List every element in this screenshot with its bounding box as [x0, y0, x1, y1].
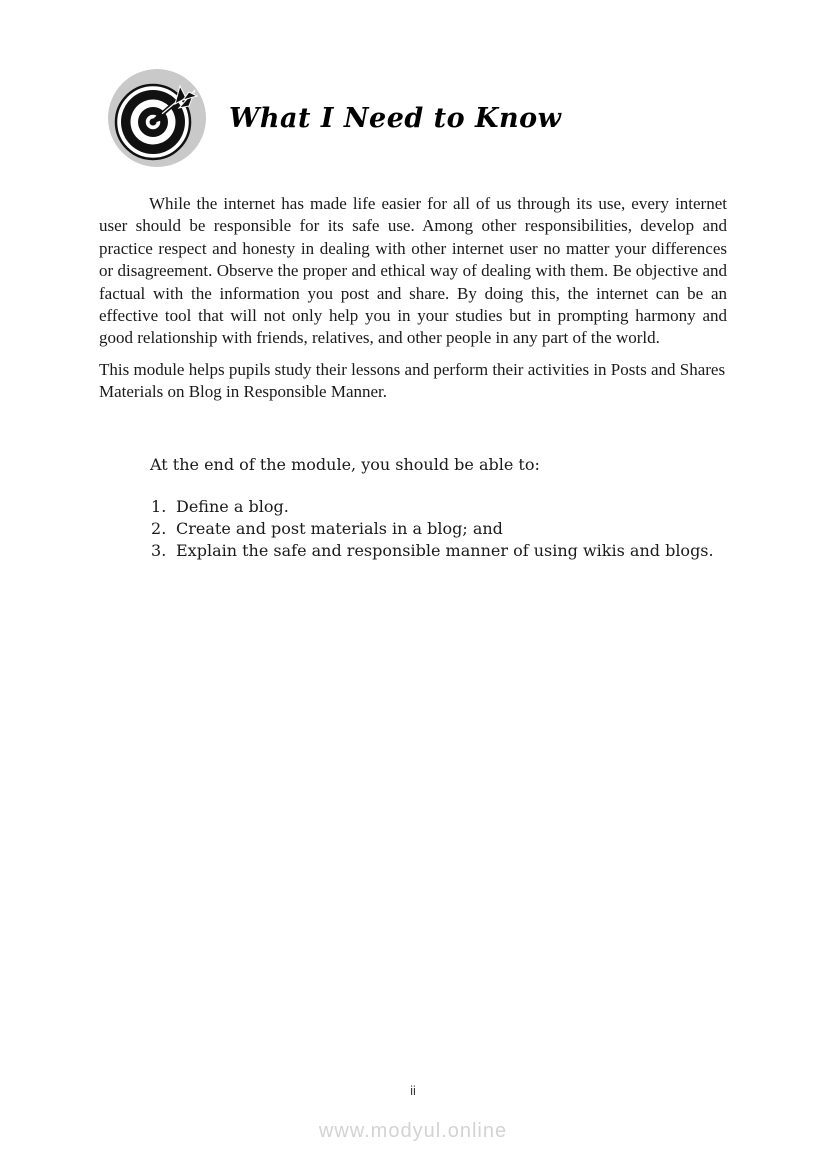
objective-item: Define a blog.: [176, 496, 289, 516]
module-description-paragraph: This module helps pupils study their lessons and perform their activities in Posts and Shares Materials on Blog in Responsible Manner.: [99, 359, 726, 402]
objectives-list: [99, 496, 727, 563]
objective-item: Explain the safe and responsible manner of using wikis and blogs.: [176, 541, 714, 561]
page-title: What I Need to Know: [229, 102, 562, 134]
section-header: [107, 68, 561, 168]
watermark: www.modyul.online: [318, 1120, 508, 1142]
page-number: ii: [410, 1083, 416, 1098]
target-icon: [107, 68, 207, 168]
objective-item: Create and post materials in a blog; and: [176, 518, 503, 538]
page-body: [99, 193, 727, 563]
objectives-lead: At the end of the module, you should be able to:: [150, 454, 540, 474]
intro-paragraph: While the internet has made life easier for all of us through its use, every internet user should be responsible for its safe use. Among other responsibilities, develop and practice respect and honesty in dealing with other internet user no matter your differences or disagreement. Observe the proper and ethical way of dealing with them. Be objective and factual with the information you post and share. By doing this, the internet can be an effective tool that will not only help you in your studies but in prompting harmony and good relationship with friends, relatives, and other people in any part of the world.: [99, 194, 727, 348]
